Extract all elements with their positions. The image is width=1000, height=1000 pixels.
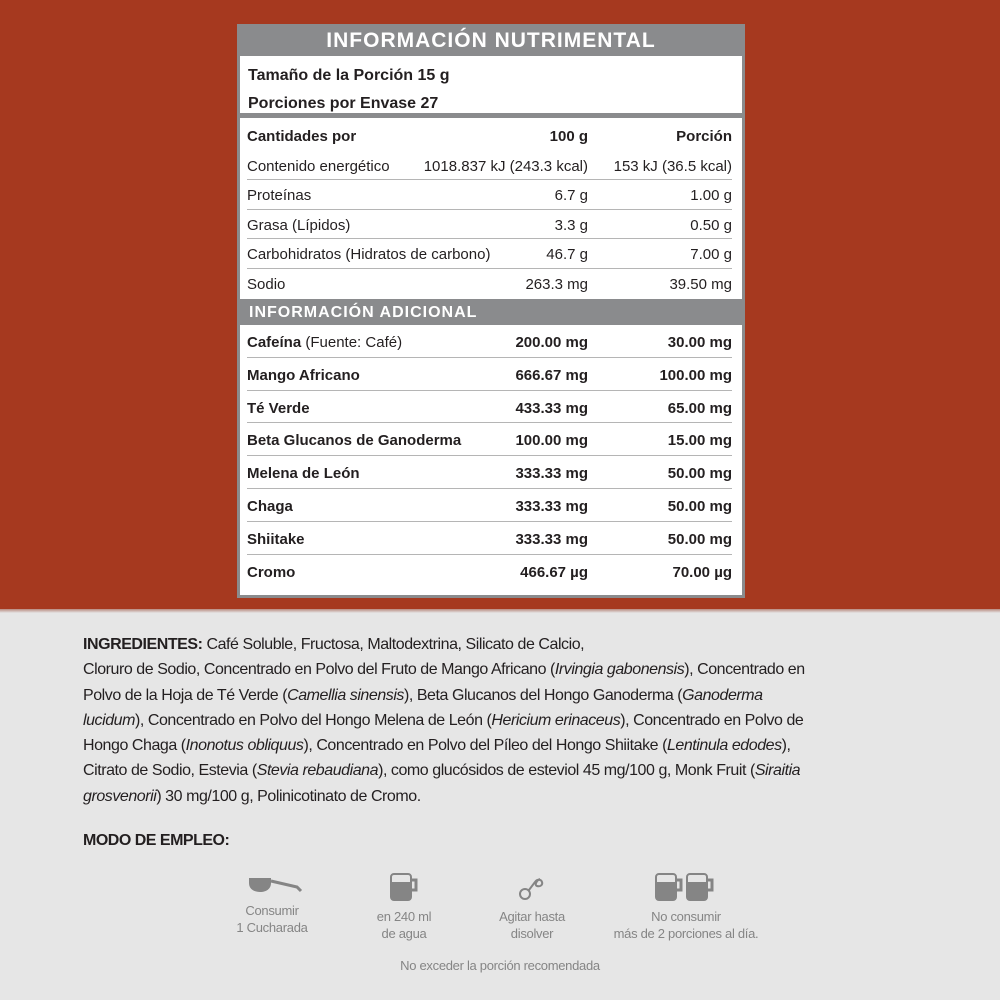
cell: 333.33 mg [515, 497, 588, 515]
cell: 333.33 mg [515, 465, 588, 483]
ingredient-text: Lentinula edodes [666, 737, 782, 755]
additional-title: INFORMACIÓN ADICIONAL [240, 299, 742, 325]
ingredient-text: ), Concentrado en [684, 661, 805, 679]
header-label: Cantidades por [247, 128, 357, 145]
cell: 666.67 mg [515, 366, 588, 384]
nutrient-name: Mango Africano [247, 366, 360, 384]
nutrient-name: Cromo [247, 563, 296, 581]
header-portion: Porción [676, 128, 732, 145]
cell [247, 334, 402, 351]
cell: 7.00 g [690, 246, 732, 263]
table-row [247, 456, 732, 489]
cell: 6.7 g [554, 187, 588, 204]
table-row [247, 239, 732, 269]
ingredient-text: ), Concentrado en Polvo del Píleo del Hongo Shiitake ( [303, 737, 667, 755]
table-row [247, 489, 732, 522]
cell [247, 531, 305, 548]
panel-title: INFORMACIÓN NUTRIMENTAL [240, 24, 742, 56]
cell: 1018.837 kJ (243.3 kcal) [423, 157, 588, 175]
cell: Proteínas [247, 187, 312, 204]
ingredient-text: ), como glucósidos de esteviol 45 mg/100 g, Monk Fruit ( [378, 762, 755, 780]
cell: 200.00 mg [515, 334, 588, 351]
ingredient-text: Inonotus obliquus [185, 737, 304, 755]
cell [247, 432, 461, 449]
ingredient-text: Hericium erinaceus [491, 711, 621, 729]
cell [247, 367, 360, 384]
ingredients-line [83, 708, 923, 733]
nutrient-name: Cafeína [247, 334, 302, 351]
table-row [247, 358, 732, 391]
ingredients-line [83, 632, 923, 657]
cell: 153 kJ (36.5 kcal) [613, 157, 732, 175]
table-row [247, 210, 732, 240]
ingredient-text: Ganoderma [682, 686, 763, 704]
nutrient-name: Té Verde [247, 399, 310, 417]
cell: 70.00 µg [672, 563, 732, 581]
step-line: en 240 ml [376, 909, 432, 924]
ingredients-line [83, 784, 923, 809]
cell: 46.7 g [546, 246, 588, 263]
ingredient-text: INGREDIENTES: [83, 636, 203, 653]
cell: 433.33 mg [515, 399, 588, 417]
step-line: más de 2 porciones al día. [613, 926, 759, 941]
table-row [247, 522, 732, 555]
ingredient-text: ), Concentrado en Polvo de [620, 711, 804, 729]
servings-per-container: Porciones por Envase 27 [248, 95, 439, 112]
cell: 100.00 mg [659, 366, 732, 384]
two-mugs-icon [586, 872, 786, 902]
cell: 3.3 g [554, 216, 588, 234]
cell [247, 564, 295, 581]
cell: 100.00 mg [515, 432, 588, 450]
cell: 263.3 mg [525, 275, 588, 293]
step-line: No consumir [651, 909, 721, 924]
cell: 50.00 mg [667, 530, 732, 548]
ingredient-text: ), Beta Glucanos del Hongo Ganoderma ( [403, 686, 683, 704]
step-line: 1 Cucharada [236, 920, 308, 935]
ingredient-text: lucidum [83, 711, 135, 729]
ingredient-text: Hongo Chaga ( [83, 737, 186, 755]
cell: Grasa (Lípidos) [247, 216, 351, 234]
cell: 30.00 mg [667, 334, 732, 351]
nutrient-name: Chaga [247, 497, 293, 515]
ingredients-line [83, 733, 923, 758]
ingredient-text: ), Concentrado en Polvo del Hongo Melena de León ( [134, 711, 492, 729]
ingredients [83, 632, 923, 809]
ingredient-text: Café Soluble, Fructosa, Maltodextrina, Silicato de Calcio, [202, 636, 585, 653]
ingredients-line [83, 657, 923, 682]
ingredient-text: Stevia rebaudiana [256, 762, 379, 780]
table-row [247, 180, 732, 210]
step-line: disolver [510, 926, 554, 941]
usage-title: MODO DE EMPLEO: [83, 832, 230, 849]
nutrient-name: Beta Glucanos de Ganoderma [247, 432, 462, 450]
cell: 65.00 mg [667, 399, 732, 417]
cell: Sodio [247, 275, 286, 293]
table-row [247, 151, 732, 181]
step-line: Consumir [245, 903, 299, 918]
cell: 50.00 mg [667, 497, 732, 515]
nutrient-source: (Fuente: Café) [305, 334, 403, 351]
ingredient-text: grosvenorii [83, 787, 157, 805]
cell: 333.33 mg [515, 530, 588, 548]
ingredients-line [83, 683, 923, 708]
serving-size: Tamaño de la Porción 15 g [248, 67, 450, 84]
ingredient-text: Cloruro de Sodio, Concentrado en Polvo del Fruto de Mango Africano ( [83, 661, 555, 679]
step-line: de agua [381, 926, 427, 941]
ingredient-text: Siraitia [754, 762, 801, 780]
table-row [247, 269, 732, 299]
table-row [247, 423, 732, 456]
ingredient-text: ) 30 mg/100 g, Polinicotinato de Cromo. [156, 787, 421, 805]
header-100g: 100 g [549, 128, 588, 145]
cell: 1.00 g [690, 187, 732, 204]
ingredient-text: Camellia sinensis [287, 686, 404, 704]
ingredient-text: ), [781, 737, 791, 755]
table-header [247, 121, 732, 151]
cell [247, 498, 293, 515]
ingredient-text: Polvo de la Hoja de Té Verde ( [83, 686, 288, 704]
step-line: Agitar hasta [499, 909, 565, 924]
usage-step [586, 872, 786, 942]
serving-info [240, 56, 742, 113]
ingredient-text: Citrato de Sodio, Estevia ( [83, 762, 257, 780]
nutrient-name: Shiitake [247, 530, 305, 548]
table-row [247, 391, 732, 424]
nutrition-panel [237, 24, 745, 598]
table-row [247, 325, 732, 358]
cell [247, 400, 310, 417]
usage-note: No exceder la porción recomendada [400, 958, 600, 973]
ingredients-line [83, 758, 923, 783]
cell: 39.50 mg [669, 275, 732, 293]
nutrient-name: Melena de León [247, 465, 360, 483]
table-row [247, 555, 732, 588]
cell: 15.00 mg [667, 432, 732, 450]
cell: 0.50 g [690, 216, 732, 234]
cell [247, 465, 360, 482]
cell: Carbohidratos (Hidratos de carbono) [247, 246, 491, 263]
ingredient-text: Irvingia gabonensis [554, 661, 685, 679]
cell: 50.00 mg [667, 465, 732, 483]
cell: 466.67 µg [520, 563, 588, 581]
cell: Contenido energético [247, 157, 390, 175]
